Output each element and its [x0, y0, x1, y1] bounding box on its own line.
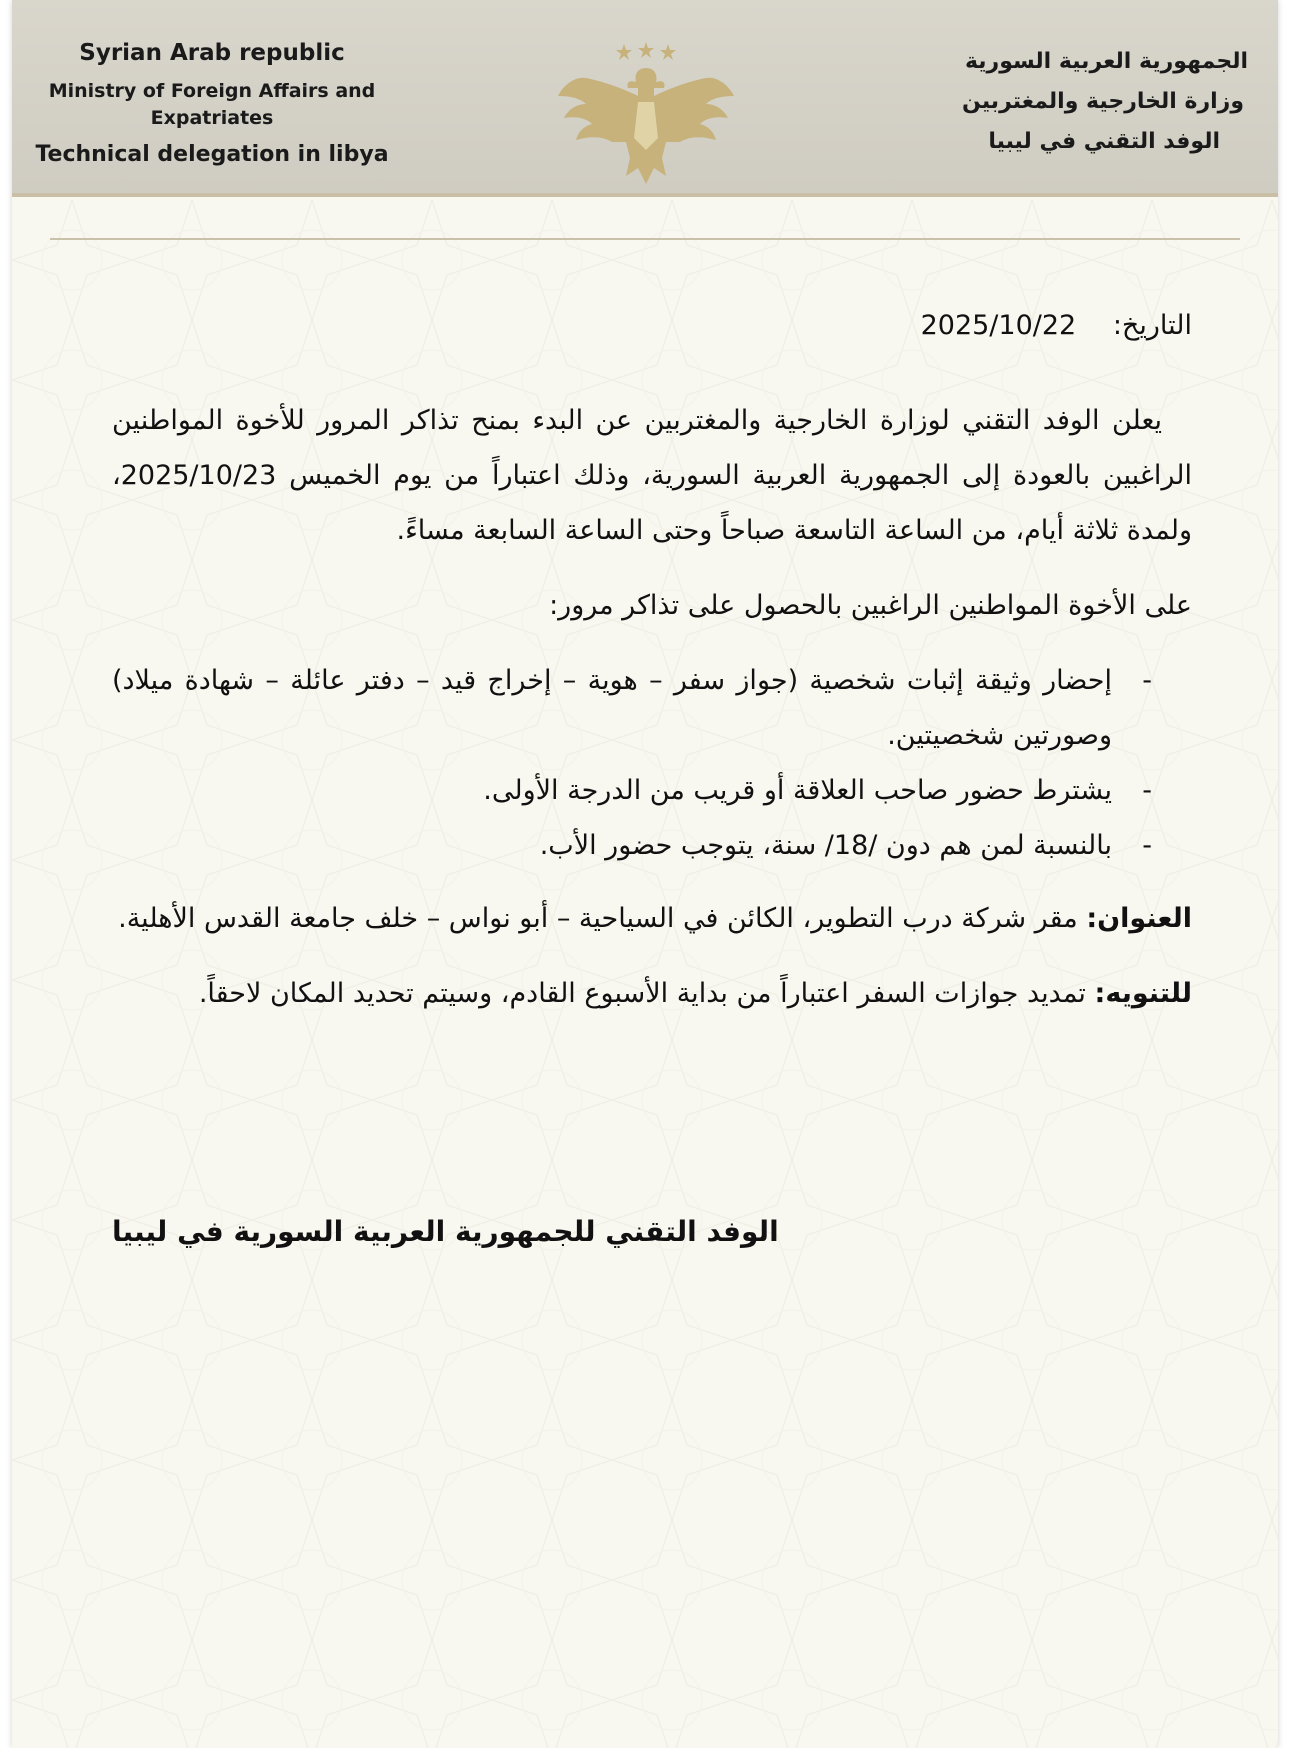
note-paragraph: [112, 966, 1192, 1021]
list-item: - بالنسبة لمن هم دون /18/ سنة، يتوجب حضور الأب.: [539, 830, 1152, 861]
letterhead-arabic: [908, 42, 1248, 162]
letter-page: [12, 0, 1278, 1748]
requirements-list: [112, 653, 1192, 873]
requirement-text: يشترط حضور صاحب العلاقة أو قريب من الدرجة الأولى.: [483, 775, 1112, 806]
note-text: تمديد جوازات السفر اعتباراً من بداية الأسبوع القادم، وسيتم تحديد المكان لاحقاً.: [198, 978, 1086, 1009]
eagle-emblem-icon: [546, 38, 746, 188]
delegation-name-ar: الوفد التقني في ليبيا: [988, 129, 1220, 154]
date-value: 2025/10/22: [920, 310, 1077, 341]
country-name-ar: الجمهورية العربية السورية: [964, 49, 1248, 74]
date-label: التاريخ:: [1112, 310, 1192, 341]
delegation-name-en: Technical delegation in libya: [35, 142, 389, 167]
ministry-name-en: Ministry of Foreign Affairs and Expatriates: [48, 80, 376, 129]
address-label: العنوان:: [1086, 903, 1192, 934]
date-line: [112, 310, 1192, 341]
note-label: للتنويه:: [1094, 978, 1192, 1009]
requirement-text: بالنسبة لمن هم دون /18/ سنة، يتوجب حضور الأب.: [539, 830, 1112, 861]
list-item: - يشترط حضور صاحب العلاقة أو قريب من الدرجة الأولى.: [483, 775, 1152, 806]
requirements-intro: على الأخوة المواطنين الراغبين بالحصول على تذاكر مرور:: [549, 590, 1192, 621]
header-divider: [50, 238, 1240, 240]
ministry-name-ar: وزارة الخارجية والمغتربين: [962, 89, 1244, 114]
address-paragraph: [112, 891, 1192, 946]
announcement-paragraph: يعلن الوفد التقني لوزارة الخارجية والمغتربين عن البدء بمنح تذاكر المرور للأخوة المواطنين الراغبين بالعودة إلى الجمهورية العربية السورية، وذلك اعتباراً من يوم الخميس 2025/10/23، ولمدة ثلاثة أيام، من الساعة التاسعة صباحاً وحتى الساعة السابعة مساءً.: [112, 405, 1192, 546]
list-item: - إحضار وثيقة إثبات شخصية (جواز سفر – هوية – إخراج قيد – دفتر عائلة – شهادة ميلاد) وصورتين شخصيتين.: [112, 665, 1152, 751]
country-name-en: Syrian Arab republic: [79, 40, 345, 66]
signature-text: الوفد التقني للجمهورية العربية السورية في ليبيا: [112, 1215, 779, 1248]
letterhead-english: [32, 40, 392, 167]
letterhead: [12, 0, 1278, 197]
address-text: مقر شركة درب التطوير، الكائن في السياحية – أبو نواس – خلف جامعة القدس الأهلية.: [118, 903, 1078, 934]
letter-body: [112, 310, 1192, 1041]
requirement-text: إحضار وثيقة إثبات شخصية (جواز سفر – هوية – إخراج قيد – دفتر عائلة – شهادة ميلاد) وصورتين شخصيتين.: [112, 665, 1112, 751]
signature-block: [112, 1215, 1192, 1248]
